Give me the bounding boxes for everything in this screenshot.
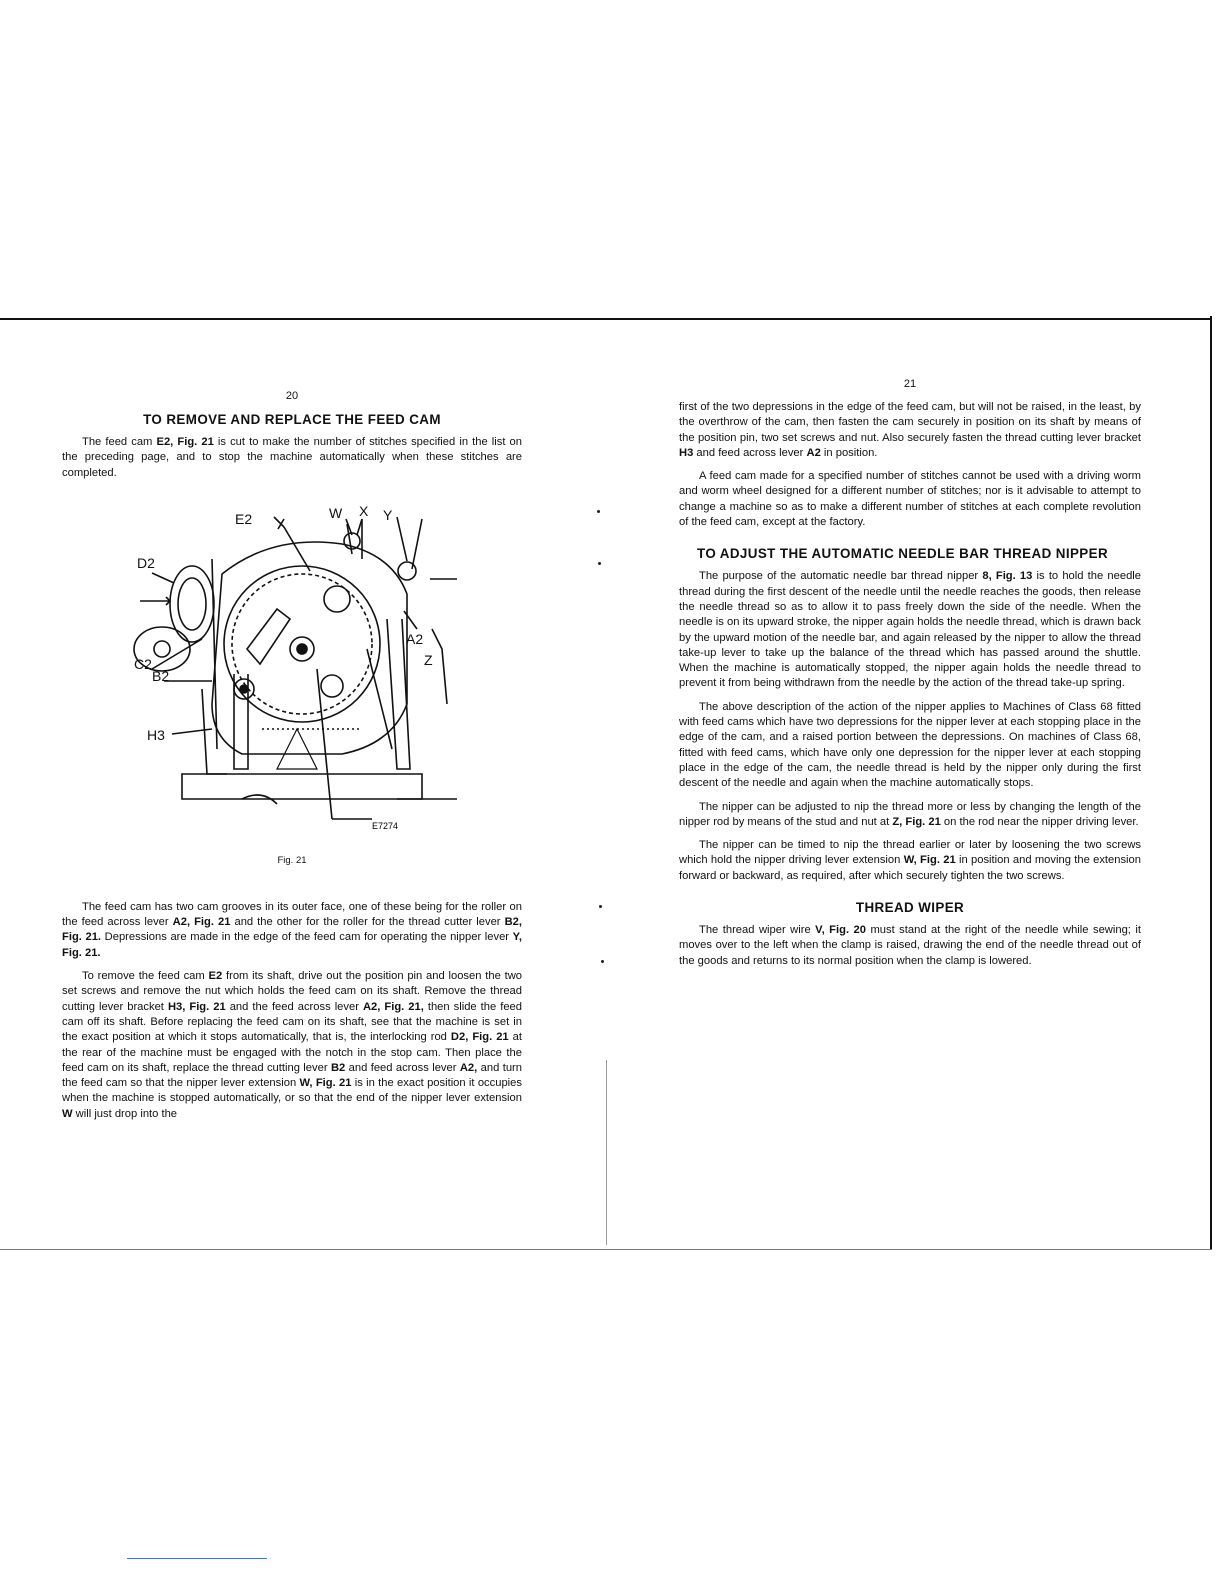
body-paragraph: The purpose of the automatic needle bar thread nipper 8, Fig. 13 is to hold the needle thread during the first descent of the needle until the needle reaches the goods, then release the needle thread so as to allow it to pass freely down the side of the needle. When the needle is on its upward stroke, the nipper again holds the needle thread, which is drawn back by the upward motion of the needle bar, and again released by the nipper to allow the thread take-up lever to take up the balance of the thread which has passed around the shuttle. When the machine is automatically stopped, the nipper again holds the needle thread to prevent it from being withdrawn from the needle by the action of the thread take-up spring.	[679, 570, 1142, 690]
label-C2: C2	[134, 655, 152, 672]
page-fold-line	[606, 1060, 607, 1245]
section-heading: TO ADJUST THE AUTOMATIC NEEDLE BAR THREAD NIPPER	[697, 546, 1109, 562]
body-paragraph: To remove the feed cam E2 from its shaft, drive out the position pin and loosen the two set screws and remove the nut which holds the feed cam on its shaft. Remove the thread cutting lever bracket H3, Fig. 21 and the feed across lever A2, Fig. 21, then slide the feed cam off its shaft. Before replacing the feed cam on its shaft, see that the machine is set in the exact position at which it stops automatically, that is, the interlocking rod D2, Fig. 21 at the rear of the machine must be engaged with the notch in the stop cam. Then place the feed cam on its shaft, replace the thread cutting lever B2 and feed across lever A2, and turn the feed cam so that the nipper lever extension W, Fig. 21 is in the exact position it occupies when the machine is stopped automatically, or so that the end of the nipper lever extension W will just drop into the	[62, 970, 522, 1120]
blue-underline-mark	[127, 1558, 267, 1559]
label-H3: H3	[147, 726, 165, 743]
scan-border-right	[1210, 316, 1212, 1250]
body-paragraph: The above description of the action of the nipper applies to Machines of Class 68 fitted with feed cams which have two depressions for the nipper lever at each stopping place in the edge of the cam, and a raised portion between the depressions. On machines of Class 68, fitted with feed cams, which have only one depression for the nipper lever at each stopping place in the edge of the cam, the needle thread is held by the nipper only during the first descent of the needle and again when the machine automatically stops.	[679, 700, 1141, 790]
figure-code: E7274	[372, 820, 399, 831]
left-page	[62, 390, 522, 1130]
scan-speck	[597, 510, 600, 513]
body-paragraph: first of the two depressions in the edge of the feed cam, but will not be raised, in the least, by the overthrow of the cam, then fasten the cam securely in position on its shaft by means of the position pin, two set screws and nut. Also securely fasten the thread cutting lever bracket H3 and feed across lever A2 in position.	[679, 401, 1141, 459]
machine-diagram	[62, 499, 522, 849]
body-paragraph: A feed cam made for a specified number of stitches cannot be used with a driving worm and worm wheel designed for a different number of stitches; nor is it advisable to attempt to change a machine so as to make a different number of stitches at each complete revolution of the feed cam, except at the factory.	[679, 470, 1141, 529]
label-E2: E2	[235, 510, 253, 527]
label-B2: B2	[152, 667, 170, 684]
label-Y: Y	[383, 506, 393, 523]
label-A2: A2	[406, 630, 424, 647]
body-paragraph: The thread wiper wire V, Fig. 20 must stand at the right of the needle while sewing; it moves over to the left when the clamp is raised, drawing the end of the needle thread out of the goods and returns to its normal position when the clamp is lowered.	[679, 924, 1141, 967]
right-page	[679, 378, 1141, 977]
page-number: 20	[285, 390, 299, 402]
scan-speck	[598, 562, 601, 565]
scan-border-top	[0, 318, 1212, 320]
figure-21	[62, 499, 522, 849]
section-heading: THREAD WIPER	[855, 900, 965, 916]
label-W: W	[329, 504, 343, 521]
body-paragraph: The nipper can be timed to nip the thread earlier or later by loosening the two screws which hold the nipper driving lever extension W, Fig. 21 in position and moving the extension forward or backward, as required, after which securely tighten the two screws.	[679, 839, 1141, 882]
label-Z: Z	[424, 651, 433, 668]
intro-paragraph: The feed cam E2, Fig. 21 is cut to make the number of stitches specified in the list on the preceding page, and to stop the machine automatically when these stitches are completed.	[62, 436, 522, 479]
scan-speck	[601, 960, 604, 963]
body-paragraph: The feed cam has two cam grooves in its outer face, one of these being for the roller on the feed across lever A2, Fig. 21 and the other for the roller for the thread cutter lever B2, Fig. 21. Depressions are made in the edge of the feed cam for operating the nipper lever Y, Fig. 21.	[62, 900, 522, 959]
scan-speck	[599, 905, 602, 908]
figure-caption: Fig. 21	[277, 854, 307, 866]
section-heading: TO REMOVE AND REPLACE THE FEED CAM	[143, 412, 441, 427]
scan-border-bottom	[0, 1249, 1212, 1250]
label-X: X	[359, 502, 369, 519]
label-D2: D2	[137, 554, 155, 571]
page-number: 21	[903, 378, 917, 390]
body-paragraph: The nipper can be adjusted to nip the thread more or less by changing the length of the nipper rod by means of the stud and nut at Z, Fig. 21 on the rod near the nipper driving lever.	[679, 800, 1141, 828]
